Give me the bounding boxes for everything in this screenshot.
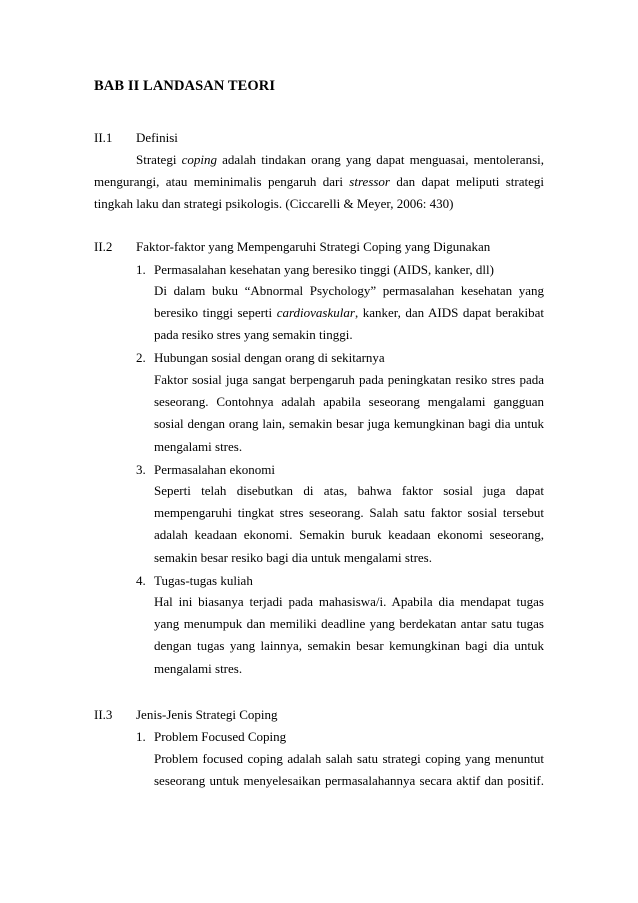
list-item-body	[154, 280, 544, 347]
list-item-body	[154, 748, 544, 792]
paragraph-line: Problem focused coping adalah salah satu strategi coping yang menuntut	[154, 751, 544, 766]
section-number: II.1	[94, 130, 113, 145]
paragraph-line: mengurangi, atau meminimalis pengaruh dari stressor dan dapat meliputi strategi	[94, 174, 544, 190]
paragraph-line: pada resiko stres yang semakin tinggi.	[154, 327, 353, 343]
list-item-title: Permasalahan ekonomi	[154, 462, 275, 477]
paragraph-line: mengalami stres.	[154, 660, 243, 676]
paragraph-line: dengan tugas yang lainnya, semakin besar kemungkinan bagi dia untuk	[154, 638, 544, 654]
definition-paragraph	[94, 149, 544, 216]
paragraph-line: Strategi coping adalah tindakan orang yang dapat menguasai, mentoleransi,	[136, 152, 544, 167]
chapter-title: BAB II LANDASAN TEORI	[94, 78, 276, 94]
list-item-title: Tugas-tugas kuliah	[154, 573, 253, 588]
section-title: Faktor-faktor yang Mempengaruhi Strategi Coping yang Digunakan	[136, 239, 491, 254]
list-number: 1.	[136, 729, 146, 744]
paragraph-line: adalah keadaan ekonomi. Semakin buruk keadaan ekonomi seseorang,	[154, 527, 544, 543]
paragraph-line: sosial dengan orang lain, semakin besar juga kemungkinan bagi dia untuk	[154, 416, 544, 432]
section-number: II.3	[94, 707, 113, 722]
paragraph-line: seseorang untuk menyelesaikan permasalahannya secara aktif dan positif.	[154, 773, 544, 789]
paragraph-line: Seperti telah disebutkan di atas, bahwa faktor sosial juga dapat	[154, 483, 544, 498]
list-number: 4.	[136, 573, 146, 588]
paragraph-line: seseorang. Contohnya adalah apabila seseorang mengalami gangguan	[154, 394, 544, 410]
paragraph-line: mempengaruhi tingkat stres seseorang. Salah satu faktor sosial tersebut	[154, 505, 544, 521]
paragraph-line: yang menumpuk dan memiliki deadline yang berdekatan antar satu tugas	[154, 616, 544, 632]
list-number: 3.	[136, 462, 146, 477]
list-item-title: Hubungan sosial dengan orang di sekitarnya	[154, 350, 385, 365]
paragraph-line: semakin besar resiko bagi dia untuk mengalami stres.	[154, 549, 432, 565]
list-item-body	[154, 591, 544, 680]
list-number: 2.	[136, 350, 146, 365]
list-item-body	[154, 480, 544, 569]
list-number: 1.	[136, 262, 146, 277]
section-title: Jenis-Jenis Strategi Coping	[136, 707, 278, 722]
paragraph-line: tingkah laku dan strategi psikologis. (Ciccarelli & Meyer, 2006: 430)	[94, 196, 454, 212]
paragraph-line: mengalami stres.	[154, 438, 243, 454]
section-number: II.2	[94, 239, 113, 254]
list-item-title: Problem Focused Coping	[154, 729, 287, 744]
paragraph-line: Faktor sosial juga sangat berpengaruh pada peningkatan resiko stres pada	[154, 372, 544, 387]
paragraph-line: beresiko tinggi seperti cardiovaskular, kanker, dan AIDS dapat berakibat	[154, 305, 544, 321]
paragraph-line: Di dalam buku “Abnormal Psychology” permasalahan kesehatan yang	[154, 283, 544, 298]
paragraph-line: Hal ini biasanya terjadi pada mahasiswa/i. Apabila dia mendapat tugas	[154, 594, 544, 609]
list-item-title: Permasalahan kesehatan yang beresiko tinggi (AIDS, kanker, dll)	[154, 262, 494, 277]
section-title: Definisi	[136, 130, 178, 145]
list-item-body	[154, 369, 544, 458]
